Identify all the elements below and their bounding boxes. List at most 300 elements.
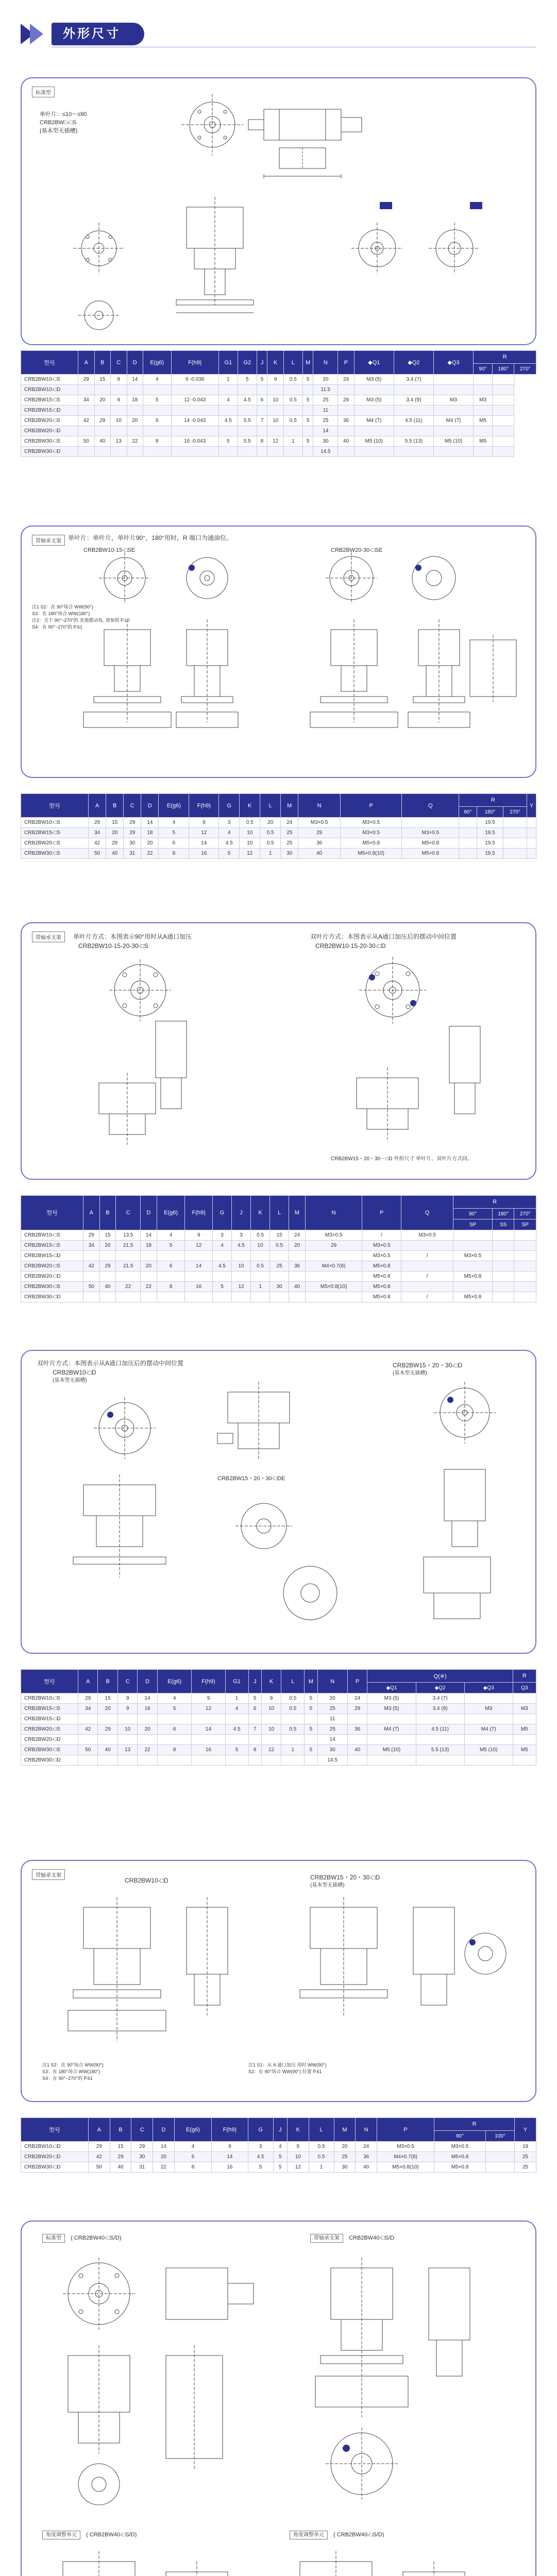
col-header: D xyxy=(138,1670,157,1693)
col-subheader: SS xyxy=(492,1219,514,1230)
table-cell: 40 xyxy=(94,436,111,447)
table-cell xyxy=(514,1261,536,1272)
table-cell: 1 xyxy=(251,1282,270,1292)
col-header: N xyxy=(313,351,338,375)
table-cell: 29 xyxy=(94,416,111,426)
table-cell xyxy=(141,1251,157,1261)
table-cell xyxy=(486,2142,515,2152)
table-cell: 29 xyxy=(78,1693,98,1704)
table-cell: 36 xyxy=(356,2152,377,2162)
table-cell xyxy=(94,426,111,436)
table-cell: 14 xyxy=(192,1724,225,1735)
table-cell: 9 xyxy=(117,1704,137,1714)
table-cell xyxy=(248,1755,261,1766)
table-cell: 8 xyxy=(157,1745,192,1755)
model-cell: CRB2BW30-□S xyxy=(21,436,78,447)
col-subheader: ◆Q1 xyxy=(367,1683,416,1693)
table-cell: 6 xyxy=(159,838,189,849)
table-cell xyxy=(289,1292,306,1302)
table-cell: 15 xyxy=(270,1230,289,1241)
table-cell xyxy=(493,447,514,457)
table-cell xyxy=(232,1251,251,1261)
table-cell: 12 xyxy=(261,1745,281,1755)
table-cell: 4.5 xyxy=(225,1724,248,1735)
table-cell: 18 xyxy=(141,828,159,838)
drawing-panel-size40 xyxy=(21,2221,536,2576)
table-cell xyxy=(99,1292,116,1302)
table-cell xyxy=(267,447,284,457)
col-header: C xyxy=(116,1196,141,1230)
table-cell xyxy=(238,447,257,457)
model-cell: CRB2BW15-□S xyxy=(21,1241,83,1251)
col-header: A xyxy=(78,351,95,375)
table-cell xyxy=(486,2152,515,2162)
table-cell: 3.4 (9) xyxy=(416,1704,464,1714)
table-cell xyxy=(116,1251,141,1261)
table-cell: 29 xyxy=(89,2142,110,2152)
table-cell: 18 xyxy=(138,1704,157,1714)
table-cell xyxy=(302,447,313,457)
table-cell: 40 xyxy=(356,2162,377,2173)
table-cell: 15 xyxy=(110,2142,131,2152)
model-note: (基本型无插槽) xyxy=(393,1370,427,1376)
table-cell: 14.5 xyxy=(317,1755,347,1766)
table-cell: 29 xyxy=(89,818,106,828)
col-header: E(g6) xyxy=(157,1196,185,1230)
model-note: (基本型无插槽) xyxy=(53,1378,87,1383)
table-cell xyxy=(347,1735,367,1745)
col-header: G1 xyxy=(218,351,238,375)
table-cell xyxy=(127,385,143,395)
table-cell: 20 xyxy=(94,395,111,405)
col-subheader: Q3 xyxy=(513,1683,536,1693)
table-cell: 3 xyxy=(248,2142,273,2152)
table-cell: 16 -0.043 xyxy=(171,436,218,447)
model-label: CRB2BW10-15-20-30-□D xyxy=(315,942,386,950)
table-cell: 9 xyxy=(189,818,219,828)
table-cell: M3 (5) xyxy=(367,1704,416,1714)
table-cell: 6 xyxy=(257,395,267,405)
table-cell: 10 xyxy=(267,395,284,405)
table-cell xyxy=(281,1755,305,1766)
table-cell xyxy=(257,405,267,416)
table-cell xyxy=(302,405,313,416)
table-cell xyxy=(305,1292,362,1302)
table-cell: 29 xyxy=(124,818,141,828)
model-cell: CRB2BW15-□S xyxy=(21,828,89,838)
table-cell: 50 xyxy=(89,2162,110,2173)
table-cell: 4.5 xyxy=(219,838,240,849)
table-cell xyxy=(527,818,536,828)
table-cell: 31 xyxy=(131,2162,153,2173)
table-cell xyxy=(212,1292,231,1302)
col-header: J xyxy=(232,1196,251,1230)
table-cell: 13 xyxy=(117,1745,137,1755)
table-cell xyxy=(127,426,143,436)
table-cell: 40 xyxy=(99,1282,116,1292)
model-cell: CRB2BW10-□S xyxy=(21,818,89,828)
table-cell xyxy=(367,1714,416,1724)
table-cell: 10 xyxy=(267,416,284,426)
table-cell: 8 xyxy=(159,849,189,859)
table-row xyxy=(21,2162,536,2173)
table-cell xyxy=(157,1755,192,1766)
table-cell xyxy=(94,405,111,416)
table-cell: 5 xyxy=(157,1241,185,1251)
col-header: K xyxy=(240,794,260,818)
table-cell: 5 xyxy=(248,2162,273,2173)
table-cell xyxy=(503,849,527,859)
table-cell: 14 xyxy=(185,1261,212,1272)
model-note: (基本型无插槽) xyxy=(310,1883,345,1888)
table-cell xyxy=(434,375,474,385)
col-header: P xyxy=(338,351,355,375)
table-cell xyxy=(394,426,433,436)
table-cell: M3×0.5 xyxy=(401,1230,453,1241)
table-cell: 22 xyxy=(153,2162,175,2173)
col-header: L xyxy=(309,2118,334,2142)
table-cell: M5 (10) xyxy=(367,1745,416,1755)
table-cell xyxy=(354,426,394,436)
table-cell xyxy=(218,405,238,416)
table-cell: 40 xyxy=(98,1745,117,1755)
table-cell: 5 xyxy=(305,1704,317,1714)
table-cell xyxy=(416,1714,464,1724)
table-row xyxy=(21,385,536,395)
col-header: N xyxy=(305,1196,362,1230)
section-heading: 双叶片方式：本图表示从A通口加压后的摆动中间位置 xyxy=(310,933,457,940)
table-cell xyxy=(514,1272,536,1282)
table-row xyxy=(21,828,536,838)
table-cell xyxy=(257,385,267,395)
table-cell xyxy=(453,1241,493,1251)
model-cell: CRB2BW10-□D xyxy=(21,385,78,395)
table-cell: 9 xyxy=(117,1693,137,1704)
table-cell xyxy=(305,1272,362,1282)
table-row xyxy=(21,849,536,859)
table-cell xyxy=(367,1755,416,1766)
col-header: F(h9) xyxy=(212,2118,248,2142)
table-cell xyxy=(493,426,514,436)
table-cell xyxy=(143,447,172,457)
table-cell: 1 xyxy=(309,2162,334,2173)
table-cell xyxy=(99,1272,116,1282)
table-row xyxy=(21,1230,536,1241)
table-cell: 11 xyxy=(313,405,338,416)
table-cell: M5 (10) xyxy=(434,436,474,447)
table-cell xyxy=(267,426,284,436)
table-cell: M3 (5) xyxy=(367,1693,416,1704)
table-cell: 24 xyxy=(356,2142,377,2152)
table-cell xyxy=(281,1735,305,1745)
table-cell: 3 xyxy=(219,818,240,828)
col-subheader: 180° xyxy=(492,1209,514,1219)
table-cell: 22 xyxy=(141,849,159,859)
table-cell: 12 xyxy=(185,1241,212,1251)
model-cell: CRB2BW30-□S xyxy=(21,849,89,859)
table-cell: 0.5 xyxy=(283,416,302,426)
table-cell xyxy=(305,1755,317,1766)
note-line: S3：在 180°场合 WW(180°) xyxy=(32,611,90,616)
table-cell: 5 xyxy=(143,395,172,405)
table-row xyxy=(21,1241,536,1251)
table-cell: 29 xyxy=(131,2142,153,2152)
table-cell xyxy=(486,2162,515,2173)
table-cell: 19.5 xyxy=(477,828,503,838)
col-header: N xyxy=(317,1670,347,1693)
table-cell: 24 xyxy=(347,1693,367,1704)
model-label: CRB2BW20-30-□SE xyxy=(331,547,383,553)
table-cell: 29 xyxy=(110,2152,131,2162)
table-cell xyxy=(464,1735,513,1745)
table-cell xyxy=(270,1272,289,1282)
table-cell: M3×0.5 xyxy=(298,818,341,828)
col-header: Y xyxy=(515,2118,536,2142)
col-header: P xyxy=(347,1670,367,1693)
table-cell xyxy=(493,375,514,385)
model-cell: CRB2BW15-□S xyxy=(21,1704,78,1714)
table-cell: 10 xyxy=(117,1724,137,1735)
technical-drawing xyxy=(22,2222,537,2576)
table-cell: 20 xyxy=(141,1261,157,1272)
drawing-panel-bracket-2 xyxy=(21,922,536,1180)
model-cell: CRB2BW10-□S xyxy=(21,375,78,385)
table-cell: 29 xyxy=(338,395,355,405)
table-cell: 50 xyxy=(78,1745,98,1755)
section-tag: 带轴承支架 xyxy=(310,2234,343,2243)
table-cell: 10 xyxy=(261,1704,281,1714)
table-cell: 25 xyxy=(317,1724,347,1735)
table-cell: 0.5 xyxy=(283,375,302,385)
technical-drawing xyxy=(22,78,537,346)
table-cell: M5×0.8 xyxy=(362,1272,401,1282)
table-cell: 4 xyxy=(143,375,172,385)
table-row xyxy=(21,1735,536,1745)
table-cell xyxy=(185,1251,212,1261)
spec-table-2 xyxy=(21,793,536,859)
table-cell: 4.5 (11) xyxy=(416,1724,464,1735)
table-cell: 14.5 xyxy=(313,447,338,457)
table-cell: 21.5 xyxy=(116,1261,141,1272)
table-cell: 5 xyxy=(305,1745,317,1755)
table-cell: 7 xyxy=(248,1724,261,1735)
table-row xyxy=(21,2142,536,2152)
col-subheader: 90° xyxy=(474,364,493,375)
table-cell: 10 xyxy=(240,828,260,838)
table-cell: 3.4 (7) xyxy=(416,1693,464,1704)
table-cell xyxy=(83,1272,100,1282)
table-cell xyxy=(514,1282,536,1292)
spec-table-1 xyxy=(21,350,536,457)
table-cell: / xyxy=(362,1230,401,1241)
table-cell xyxy=(251,1251,270,1261)
table-cell: 1 xyxy=(218,375,238,385)
table-cell: 25 xyxy=(317,1704,347,1714)
spec-table-3 xyxy=(21,1195,536,1302)
table-cell: 42 xyxy=(89,2152,110,2162)
table-cell xyxy=(238,385,257,395)
model-label: CRB2BW15・20・30-□D xyxy=(393,1362,463,1369)
table-body xyxy=(21,1693,536,1766)
col-header: F(h9) xyxy=(192,1670,225,1693)
page-title: 外形尺寸 xyxy=(52,23,144,45)
table-cell: 9 xyxy=(111,395,127,405)
table-cell xyxy=(514,1230,536,1241)
col-header: N xyxy=(298,794,341,818)
table-cell: M4 (7) xyxy=(354,416,394,426)
table-cell xyxy=(416,1755,464,1766)
table-cell xyxy=(514,1292,536,1302)
note-line: 注1 S2：在 90°场合 WW(90°) xyxy=(32,604,93,609)
table-cell xyxy=(513,1714,536,1724)
table-cell xyxy=(434,385,474,395)
table-cell: M3×0.5 xyxy=(402,828,459,838)
table-cell: 34 xyxy=(78,1704,98,1714)
table-cell: 36 xyxy=(347,1724,367,1735)
table-cell: M3×0.5 xyxy=(341,828,402,838)
table-cell: 5 xyxy=(219,849,240,859)
table-body xyxy=(21,2142,536,2173)
table-cell: M5×0.8 xyxy=(453,1272,493,1282)
table-cell: 12 xyxy=(232,1282,251,1292)
model-cell: CRB2BW20-□D xyxy=(21,2152,89,2162)
table-cell: 29 xyxy=(98,1724,117,1735)
table-cell: 30 xyxy=(124,838,141,849)
table-cell: 11.5 xyxy=(313,385,338,395)
col-header: F(h9) xyxy=(189,794,219,818)
model-label: CRB2BW15・20・30-□D xyxy=(310,1874,380,1881)
col-header: D xyxy=(127,351,143,375)
col-header: R xyxy=(513,1670,536,1683)
table-cell xyxy=(305,1714,317,1724)
chevron-icon xyxy=(30,24,43,44)
table-cell: 14 xyxy=(189,838,219,849)
table-cell: 24 xyxy=(281,818,298,828)
table-row xyxy=(21,1693,536,1704)
table-cell: 40 xyxy=(106,849,124,859)
model-cell: CRB2BW20-□D xyxy=(21,1272,83,1282)
table-cell xyxy=(212,1272,231,1282)
table-cell xyxy=(474,405,493,416)
table-cell: 20 xyxy=(127,416,143,426)
col-header: M xyxy=(302,351,313,375)
table-cell: 14 xyxy=(141,818,159,828)
table-cell xyxy=(267,405,284,416)
table-cell xyxy=(302,426,313,436)
model-cell: CRB2BW15-□D xyxy=(21,1251,83,1261)
table-cell xyxy=(171,405,218,416)
table-cell: 5 xyxy=(305,1724,317,1735)
table-cell: 5 xyxy=(257,375,267,385)
col-header: ◆Q2 xyxy=(394,351,433,375)
table-cell: 15 xyxy=(94,375,111,385)
table-cell: 29 xyxy=(78,375,95,385)
table-cell: 36 xyxy=(298,838,341,849)
table-cell xyxy=(143,385,172,395)
table-cell xyxy=(192,1714,225,1724)
table-cell: 5.5 (13) xyxy=(394,436,433,447)
table-cell: 5 xyxy=(212,1282,231,1292)
table-row xyxy=(21,2152,536,2162)
table-cell: 42 xyxy=(78,1724,98,1735)
table-cell: M5×0.8 xyxy=(362,1282,401,1292)
table-cell xyxy=(83,1251,100,1261)
table-cell xyxy=(218,447,238,457)
col-subheader: 100° xyxy=(486,2131,515,2142)
table-cell xyxy=(98,1735,117,1745)
table-cell xyxy=(503,838,527,849)
table-cell: 5.5 xyxy=(238,416,257,426)
table-cell xyxy=(493,395,514,405)
table-cell xyxy=(453,1230,493,1241)
table-cell xyxy=(305,1735,317,1745)
table-cell xyxy=(401,1261,453,1272)
table-cell xyxy=(394,447,433,457)
table-cell xyxy=(238,426,257,436)
table-cell: 20 xyxy=(153,2152,175,2162)
table-cell xyxy=(434,426,474,436)
table-cell xyxy=(474,426,493,436)
table-cell xyxy=(338,447,355,457)
table-cell: 5 xyxy=(159,828,189,838)
table-cell xyxy=(171,385,218,395)
table-row xyxy=(21,1714,536,1724)
table-cell: M5 xyxy=(513,1745,536,1755)
col-subheader: 270° xyxy=(514,364,536,375)
table-cell: 40 xyxy=(289,1282,306,1292)
note-line: S4：在 90°~270°的 P.61 xyxy=(32,624,82,630)
table-cell xyxy=(493,416,514,426)
model-cell: CRB2BW30-□S xyxy=(21,1282,83,1292)
model-cell: CRB2BW30-□D xyxy=(21,2162,89,2173)
model-cell: CRB2BW30-□D xyxy=(21,1755,78,1766)
table-cell: 6 xyxy=(157,1724,192,1735)
table-cell xyxy=(513,1735,536,1745)
table-cell: 5 xyxy=(302,436,313,447)
table-cell: 5 xyxy=(302,416,313,426)
table-cell: 25 xyxy=(334,2152,356,2162)
table-cell: M5 xyxy=(513,1724,536,1735)
table-cell: 19.5 xyxy=(477,838,503,849)
table-cell: M3 xyxy=(464,1704,513,1714)
note-line: 注1 S1：从 A 通口加压 用时 WW(90°) xyxy=(248,2062,327,2067)
section-heading: 双叶片方式：本图表示从A通口加压后的摆动中间位置 xyxy=(37,1360,184,1367)
col-header: Q xyxy=(401,1196,453,1230)
table-cell xyxy=(261,1714,281,1724)
table-cell xyxy=(261,1755,281,1766)
table-cell: 20 xyxy=(289,1241,306,1251)
table-cell xyxy=(347,1714,367,1724)
table-cell: M3 xyxy=(513,1704,536,1714)
table-cell xyxy=(261,1735,281,1745)
col-subheader: 270° xyxy=(503,807,527,818)
table-cell xyxy=(267,385,284,395)
note-line: S2：在 90°场合 WW(90°) 位置 P.61 xyxy=(248,2069,322,2074)
table-cell: 20 xyxy=(141,838,159,849)
table-cell: 14 xyxy=(153,2142,175,2152)
table-cell: M3 xyxy=(434,395,474,405)
table-cell xyxy=(514,1251,536,1261)
table-cell xyxy=(232,1292,251,1302)
table-cell xyxy=(117,1714,137,1724)
table-cell xyxy=(464,1714,513,1724)
table-cell: 50 xyxy=(78,436,95,447)
table-cell: 12 xyxy=(287,2162,309,2173)
table-cell: 20 xyxy=(138,1724,157,1735)
col-header: L xyxy=(270,1196,289,1230)
table-row xyxy=(21,1292,536,1302)
table-cell xyxy=(401,1241,453,1251)
